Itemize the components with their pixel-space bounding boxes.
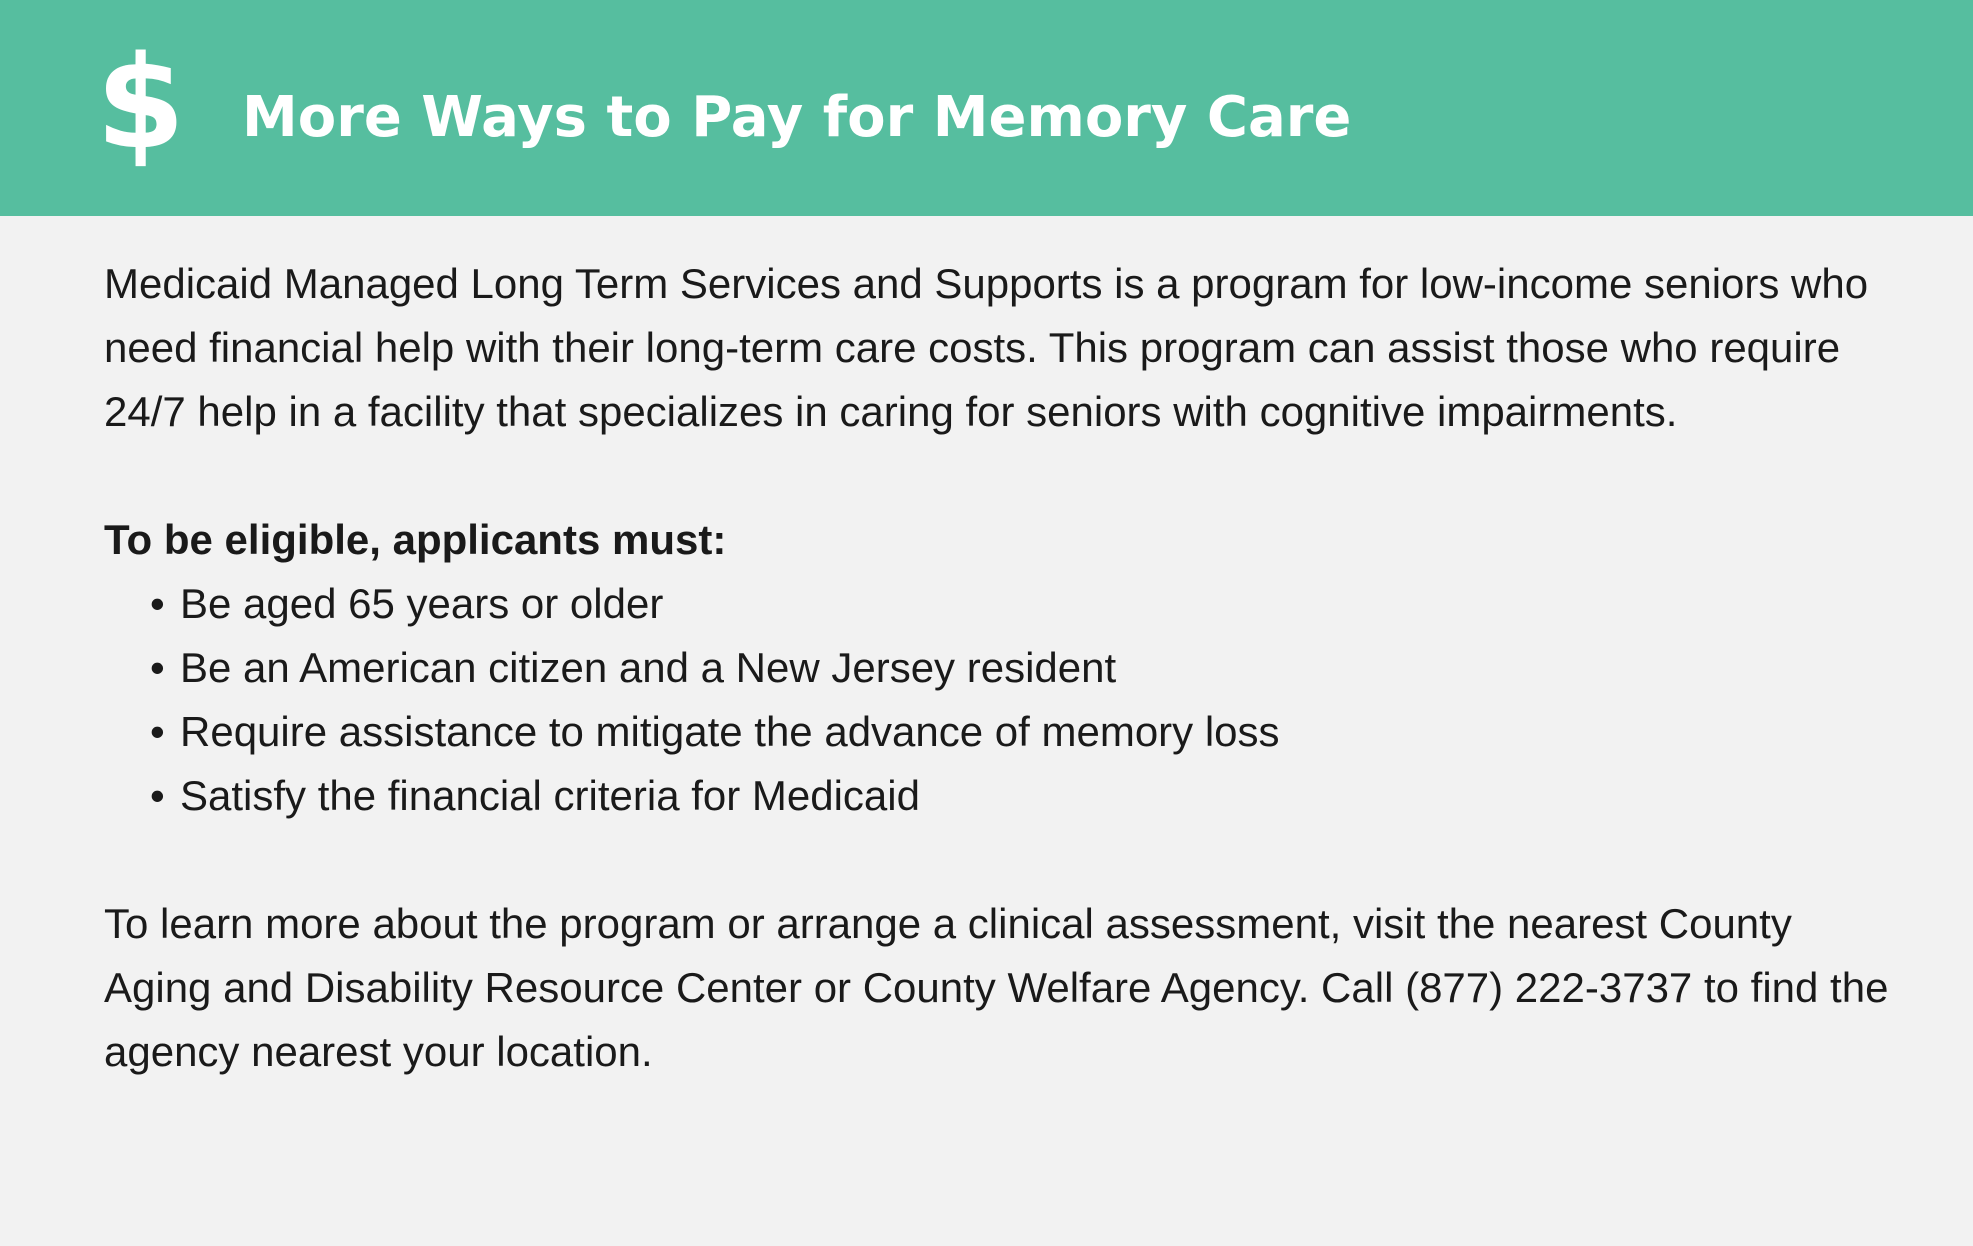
list-item: • Be aged 65 years or older xyxy=(150,572,1894,636)
page-title: More Ways to Pay for Memory Care xyxy=(242,85,1352,150)
list-item: • Satisfy the financial criteria for Medicaid xyxy=(150,764,1894,828)
eligibility-heading: To be eligible, applicants must: xyxy=(104,516,727,563)
header-banner xyxy=(0,0,1973,216)
intro-paragraph: Medicaid Managed Long Term Services and Supports is a program for low-income seniors who need financial help with their long-term care costs. This program can assist those who require 24/7 help in a facility that specializes in caring for seniors with cognitive impairments. xyxy=(104,260,1869,435)
eligibility-list xyxy=(104,572,1894,828)
list-item: • Require assistance to mitigate the advance of memory loss xyxy=(150,700,1894,764)
closing-paragraph: To learn more about the program or arrange a clinical assessment, visit the nearest County Aging and Disability Resource Center or County Welfare Agency. Call (877) 222-3737 to find the agency nearest your location. xyxy=(104,900,1889,1075)
dollar-icon: $ xyxy=(96,29,186,178)
content-body xyxy=(104,252,1894,1084)
list-item: • Be an American citizen and a New Jersey resident xyxy=(150,636,1894,700)
